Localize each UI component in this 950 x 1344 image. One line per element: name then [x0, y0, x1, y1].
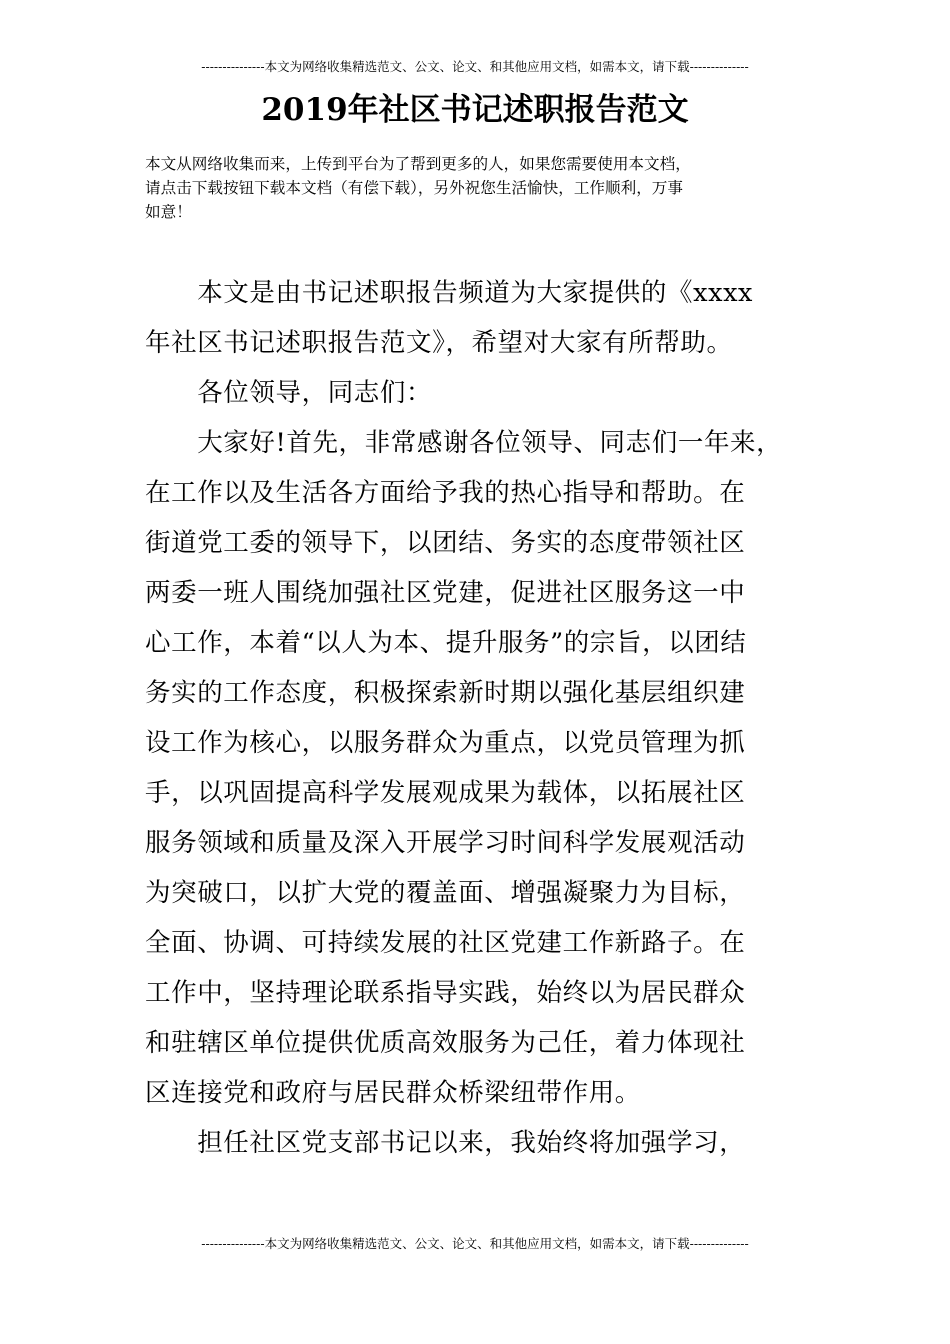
body-line: 和驻辖区单位提供优质高效服务为己任，着力体现社	[145, 1028, 746, 1058]
body-line: 街道党工委的领导下，以团结、务实的态度带领社区	[145, 528, 746, 558]
intro-line: 本文从网络收集而来，上传到平台为了帮到更多的人，如果您需要使用本文档，	[145, 155, 691, 173]
body-line: 两委一班人围绕加强社区党建，促进社区服务这一中	[145, 578, 746, 608]
page-header: ---------------本文为网络收集精选范文、公文、论文、和其他应用文档，如需本文，请下载--------------	[201, 59, 749, 74]
body-line: 大家好!首先，非常感谢各位领导、同志们一年来，	[145, 428, 783, 458]
body-line: 设工作为核心，以服务群众为重点，以党员管理为抓	[145, 728, 746, 758]
intro-line: 如意！	[145, 203, 192, 221]
page-footer: ---------------本文为网络收集精选范文、公文、论文、和其他应用文档，如需本文，请下载--------------	[201, 1236, 749, 1251]
body-line: 本文是由书记述职报告频道为大家提供的《xxxx	[145, 278, 754, 308]
body-line: 区连接党和政府与居民群众桥梁纽带作用。	[145, 1078, 641, 1108]
body-line: 为突破口，以扩大党的覆盖面、增强凝聚力为目标，	[145, 878, 746, 908]
document-body	[145, 270, 825, 1170]
body-line: 年社区书记述职报告范文》，希望对大家有所帮助。	[145, 328, 733, 358]
body-line: 心工作，本着“以人为本、提升服务”的宗旨，以团结	[145, 628, 747, 658]
body-line: 担任社区党支部书记以来，我始终将加强学习，	[145, 1128, 746, 1158]
document-title: 2019年社区书记述职报告范文	[261, 92, 689, 128]
body-line: 手，以巩固提高科学发展观成果为载体，以拓展社区	[145, 778, 746, 808]
body-line: 工作中，坚持理论联系指导实践，始终以为居民群众	[145, 978, 746, 1008]
body-line: 务实的工作态度，积极探索新时期以强化基层组织建	[145, 678, 746, 708]
intro-notice	[145, 152, 817, 224]
intro-line: 请点击下载按钮下载本文档（有偿下载），另外祝您生活愉快，工作顺利，万事	[145, 179, 683, 197]
body-line: 在工作以及生活各方面给予我的热心指导和帮助。在	[145, 478, 746, 508]
body-line: 服务领域和质量及深入开展学习时间科学发展观活动	[145, 828, 746, 858]
body-line: 全面、协调、可持续发展的社区党建工作新路子。在	[145, 928, 746, 958]
body-line: 各位领导，同志们：	[145, 378, 433, 408]
